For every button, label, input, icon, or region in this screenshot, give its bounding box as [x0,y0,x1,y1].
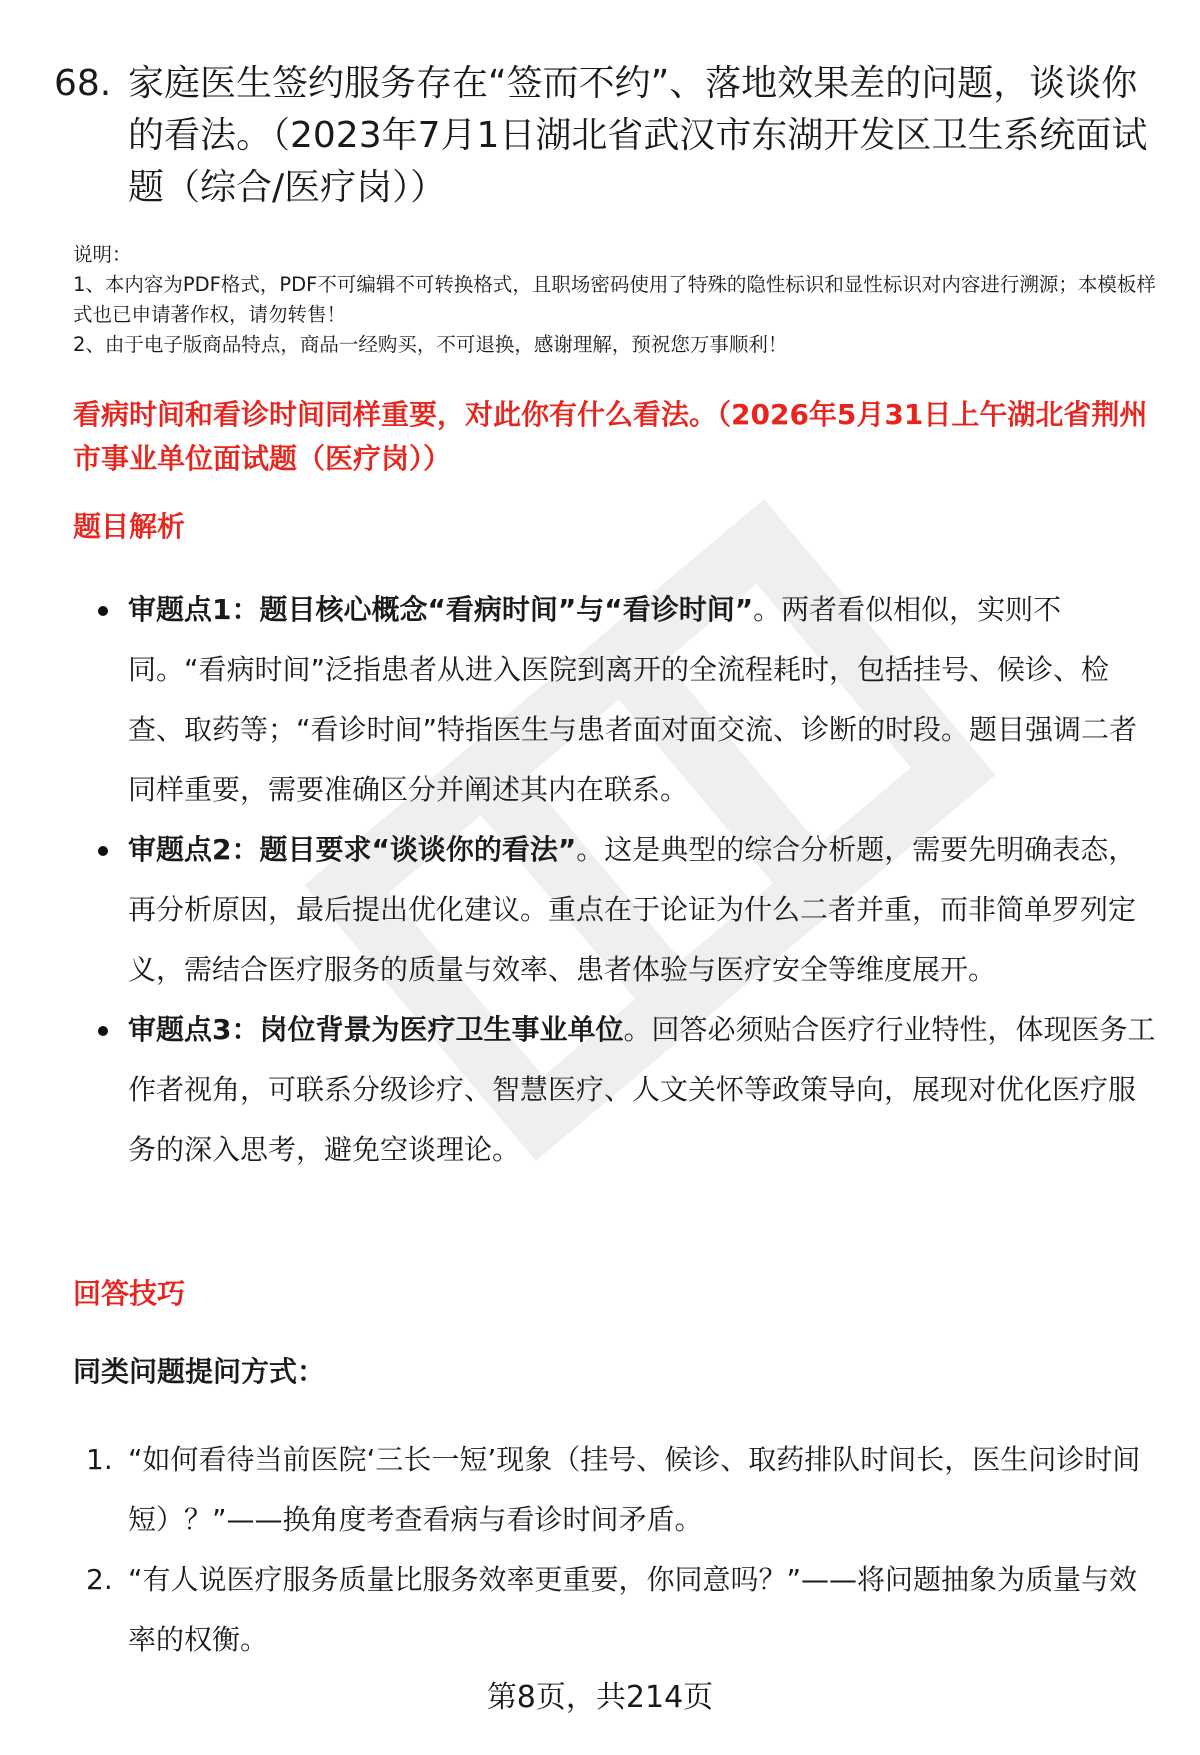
notice-line-2: 2、由于电子版商品特点，商品一经购买，不可退换，感谢理解，预祝您万事顺利！ [73,333,788,356]
question-text: 家庭医生签约服务存在“签而不约”、落地效果差的问题，谈谈你的看法。（2023年7月1日湖北省武汉市东湖开发区卫生系统面试题（综合/医疗岗）） [128,63,1148,208]
point-bold: 审题点3：岗位背景为医疗卫生事业单位 [128,1013,624,1046]
list-item [98,1000,1158,1180]
notice-line-1: 1、本内容为PDF格式，PDF不可编辑不可转换格式，且职场密码使用了特殊的隐性标识和显性标识对内容进行溯源；本模板样式也已申请著作权，请勿转售！ [73,273,1156,326]
analysis-heading: 题目解析 [73,510,186,543]
item-number: 1. [86,1443,113,1476]
similar-heading: 同类问题提问方式： [73,1355,326,1388]
analysis-list [98,580,1158,1180]
item-text: “如何看待当前医院‘三长一短’现象（挂号、候诊、取药排队时间长，医生问诊时间短）？”——换角度考查看病与看诊时间矛盾。 [128,1443,1141,1536]
page-footer: 第8页，共214页 [486,1680,714,1715]
bullet-icon [98,606,108,616]
list-item [98,580,1158,820]
notice-heading: 说明： [73,243,132,266]
tips-heading: 回答技巧 [73,1277,186,1310]
point-bold: 审题点2：题目要求“谈谈你的看法” [128,833,577,866]
question-number: 68. [54,63,112,104]
list-item [86,1550,1161,1670]
red-question: 看病时间和看诊时间同样重要，对此你有什么看法。（2026年5月31日上午湖北省荆州市事业单位面试题（医疗岗）） [73,398,1148,475]
notice-block [73,240,1163,360]
point-text: 。两者看似相似，实则不同。“看病时间”泛指患者从进入医院到离开的全流程耗时，包括挂号、候诊、检查、取药等；“看诊时间”特指医生与患者面对面交流、诊断的时段。题目强调二者同样重要，需要准确区分并阐述其内在联系。 [128,593,1138,806]
list-item [86,1430,1161,1550]
point-text: 。这是典型的综合分析题，需要先明确表态，再分析原因，最后提出优化建议。重点在于论证为什么二者并重，而非简单罗列定义，需结合医疗服务的质量与效率、患者体验与医疗安全等维度展开。 [128,833,1137,986]
bullet-icon [98,1026,108,1036]
item-text: “有人说医疗服务质量比服务效率更重要，你同意吗？”——将问题抽象为质量与效率的权衡。 [128,1563,1138,1656]
list-item [98,820,1158,1000]
item-number: 2. [86,1563,113,1596]
bullet-icon [98,846,108,856]
point-text: 。回答必须贴合医疗行业特性，体现医务工作者视角，可联系分级诊疗、智慧医疗、人文关怀等政策导向，展现对优化医疗服务的深入思考，避免空谈理论。 [128,1013,1156,1166]
question-title [54,58,1164,214]
similar-list [86,1430,1161,1670]
point-bold: 审题点1：题目核心概念“看病时间”与“看诊时间” [128,593,754,626]
